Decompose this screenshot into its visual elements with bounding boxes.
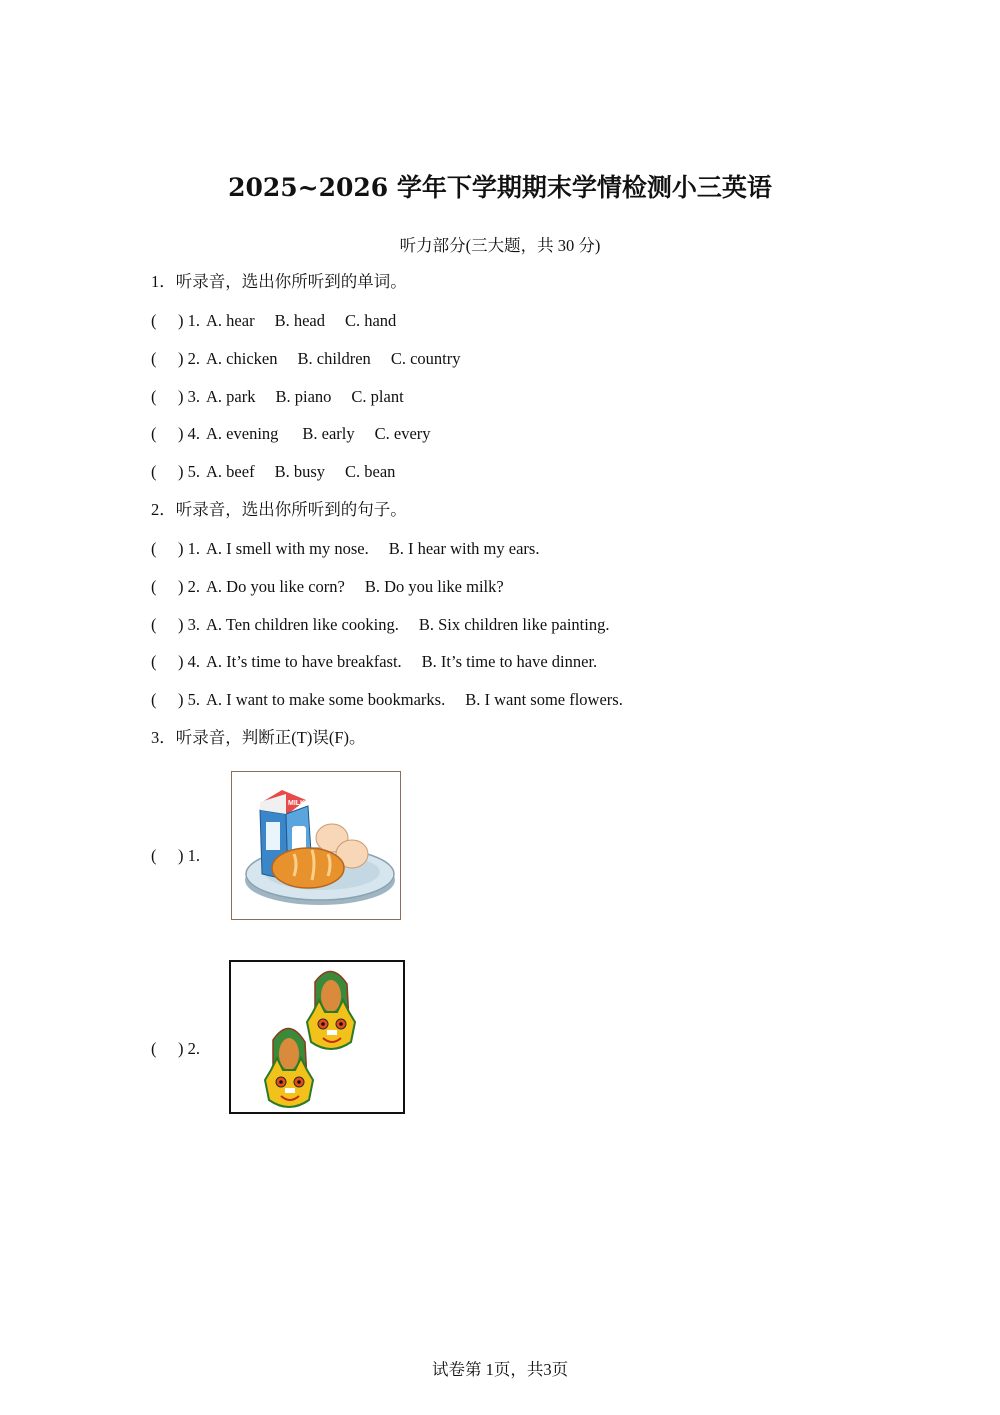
answer-blank[interactable]: ( (151, 846, 157, 865)
answer-blank[interactable]: ( (151, 311, 157, 330)
answer-blank[interactable]: ( (151, 462, 157, 481)
answer-blank[interactable]: ( (151, 577, 157, 596)
picture-breakfast (231, 771, 401, 920)
answer-blank[interactable]: ( (151, 615, 157, 634)
answer-blank[interactable]: ( (151, 652, 157, 671)
section3-heading: 3．听录音，判断正(T)误(F)。 (151, 728, 366, 747)
s1-question-4: ( ) 4. A. evening B. early C. every (151, 424, 431, 443)
picture-tiger-shoes (229, 960, 405, 1114)
section2-heading: 2．听录音，选出你所听到的句子。 (151, 500, 407, 519)
s2-question-3: ( ) 3. A. Ten children like cooking. B. Six children like painting. (151, 615, 610, 634)
s3-question-1: ( ) 1. (151, 846, 200, 865)
answer-blank[interactable]: ( (151, 349, 157, 368)
answer-blank[interactable]: ( (151, 690, 157, 709)
answer-blank[interactable]: ( (151, 424, 157, 443)
answer-blank[interactable]: ( (151, 539, 157, 558)
s1-question-3: ( ) 3. A. park B. piano C. plant (151, 387, 404, 406)
milk-bread-eggs-icon (232, 772, 400, 919)
s1-question-2: ( ) 2. A. chicken B. children C. country (151, 349, 461, 368)
section1-heading: 1．听录音，选出你所听到的单词。 (151, 272, 407, 291)
answer-blank[interactable]: ( (151, 387, 157, 406)
s3-question-2: ( ) 2. (151, 1039, 200, 1058)
s2-question-1: ( ) 1. A. I smell with my nose. B. I hear with my ears. (151, 539, 540, 558)
s2-question-2: ( ) 2. A. Do you like corn? B. Do you like milk? (151, 577, 504, 596)
exam-title: 2025~2026 学年下学期期末学情检测小三英语 (228, 173, 772, 202)
s2-question-5: ( ) 5. A. I want to make some bookmarks. B. I want some flowers. (151, 690, 623, 709)
milk-label: MILK (288, 800, 306, 807)
page-footer: 试卷第 1页，共3页 (431, 1360, 569, 1379)
answer-blank[interactable]: ( (151, 1039, 157, 1058)
s1-question-1: ( ) 1. A. hear B. head C. hand (151, 311, 397, 330)
s1-question-5: ( ) 5. A. beef B. busy C. bean (151, 462, 396, 481)
s2-question-4: ( ) 4. A. It’s time to have breakfast. B. It’s time to have dinner. (151, 652, 598, 671)
exam-subtitle: 听力部分(三大题，共 30 分) (399, 236, 601, 255)
tiger-shoes-icon (231, 962, 403, 1112)
